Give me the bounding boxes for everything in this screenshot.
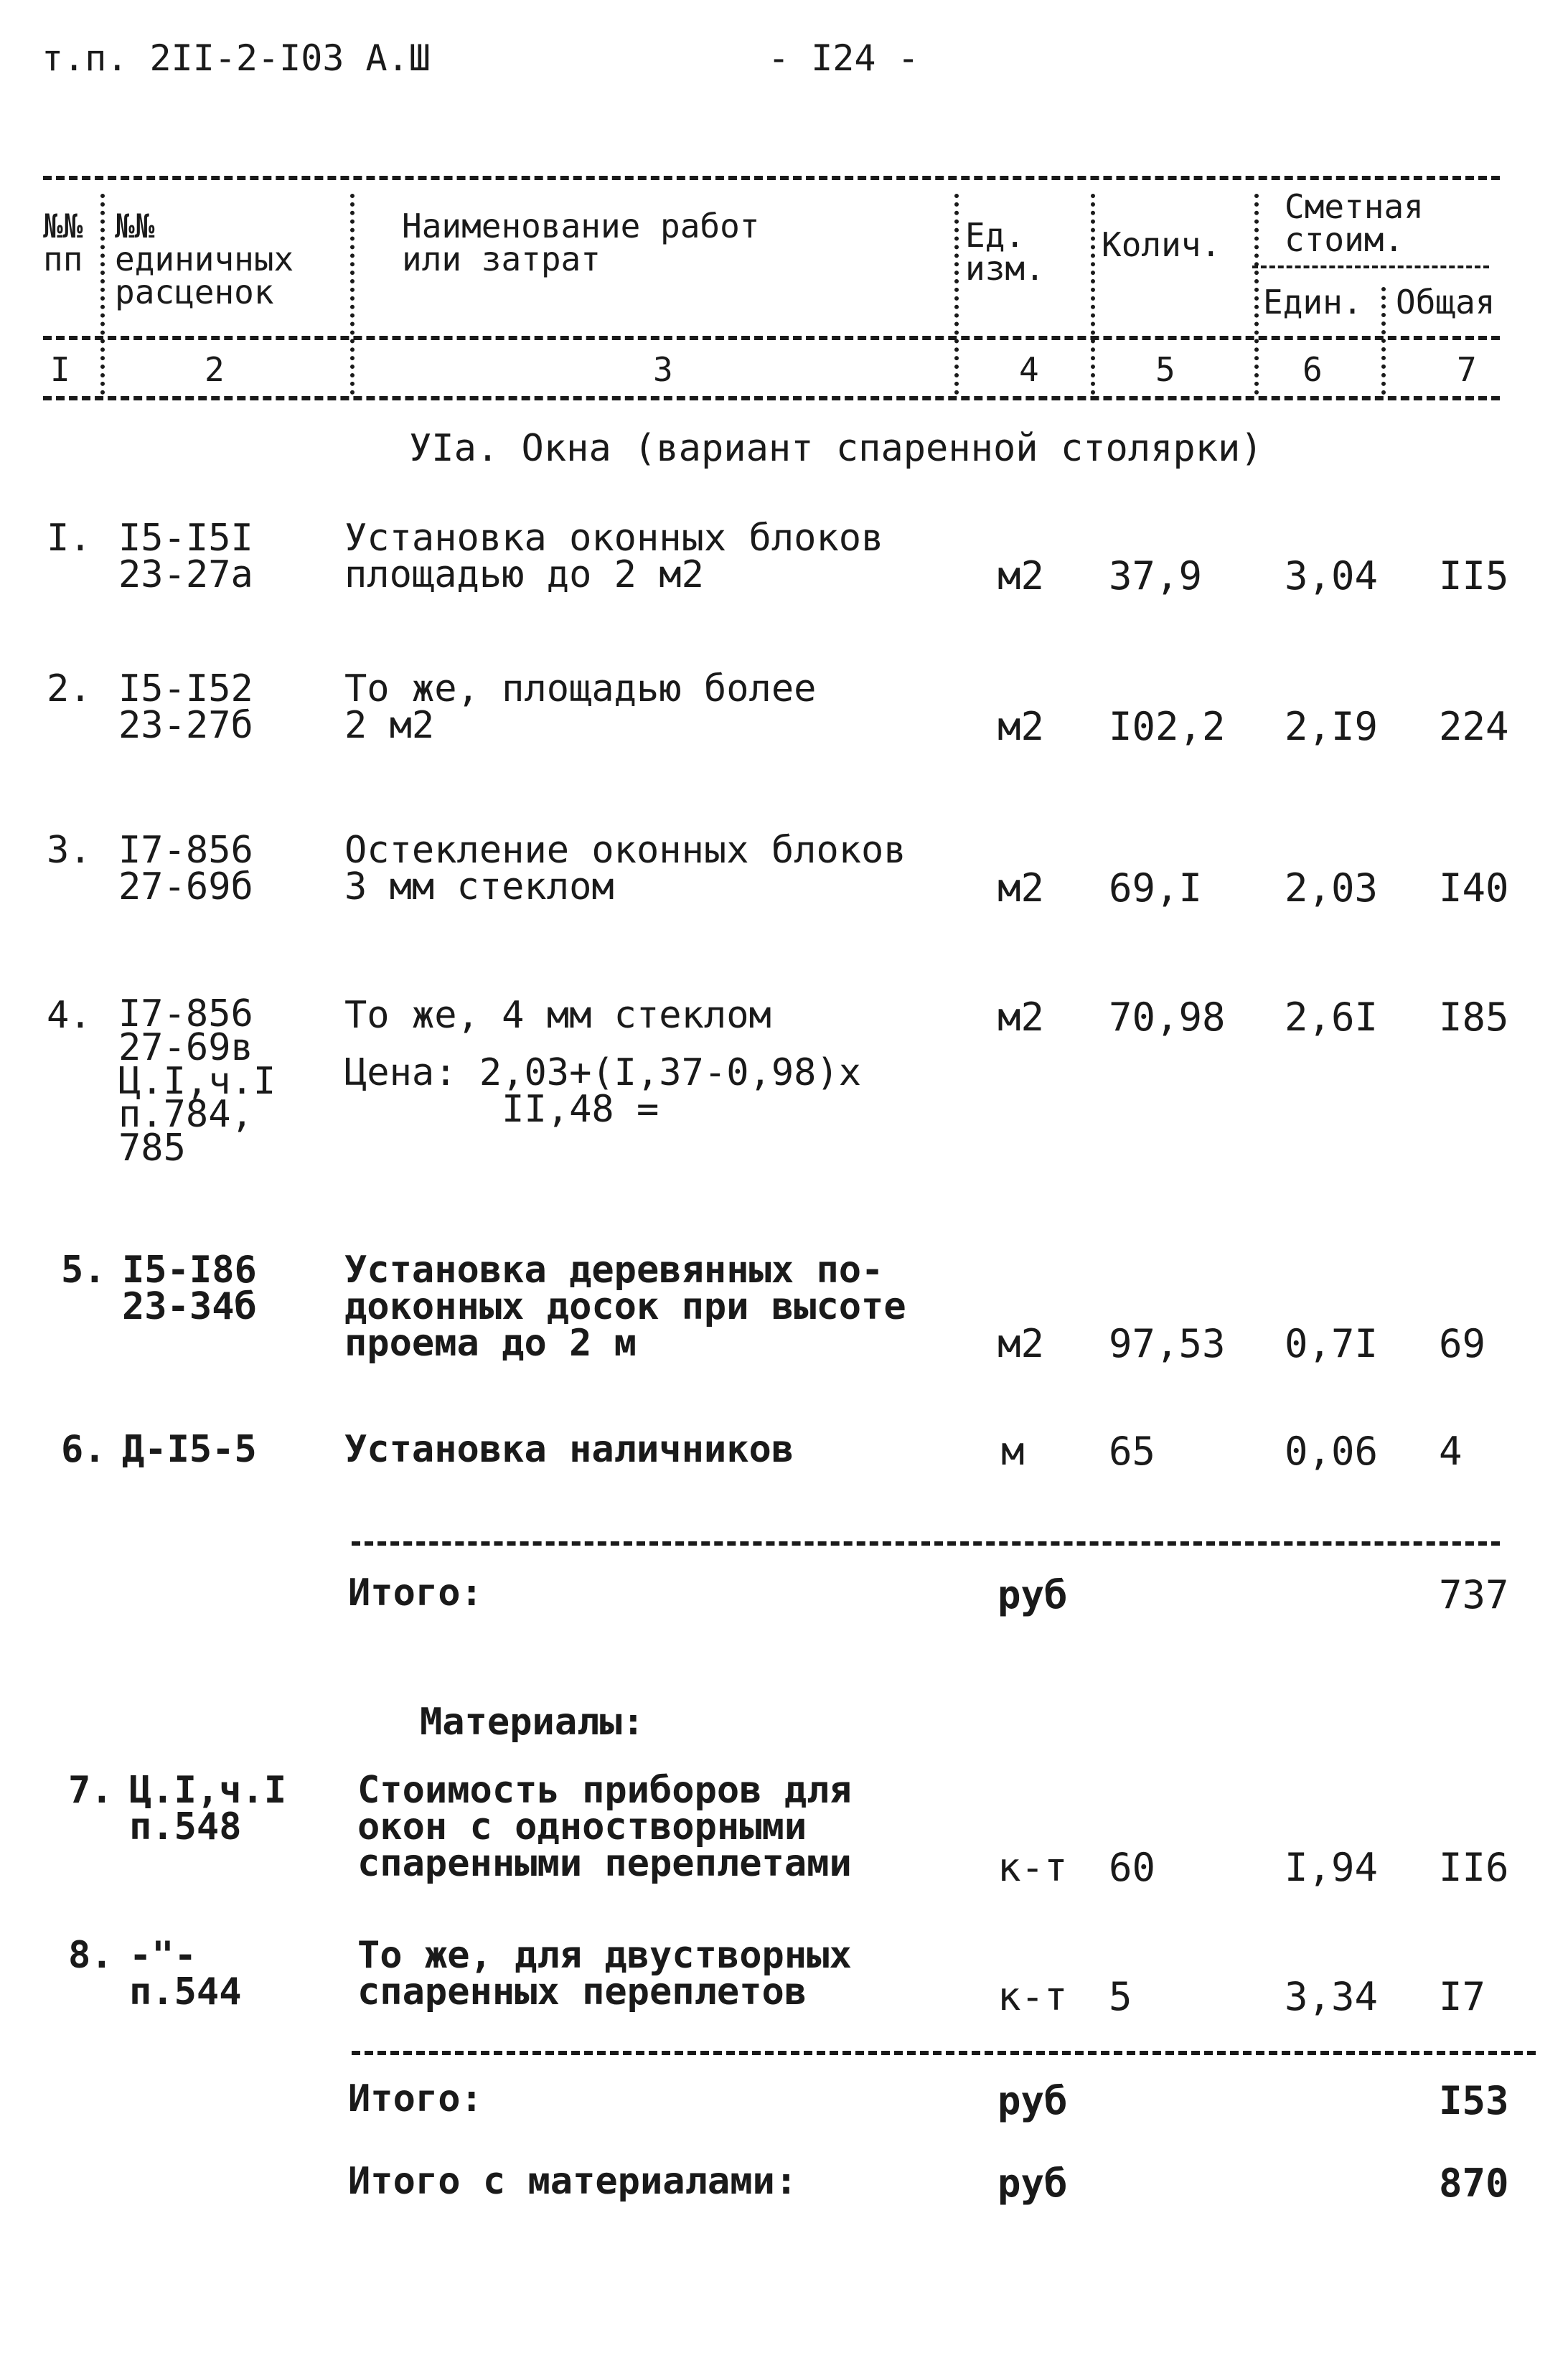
row-3-qty: 69,I — [1109, 865, 1203, 911]
subtotal-2-label: Итого: — [348, 2077, 483, 2120]
row-4-number: 4. — [47, 994, 92, 1037]
row-3-name: Остекление оконных блоков 3 мм стеклом — [344, 829, 906, 908]
row-5-unit: м2 — [997, 1321, 1045, 1366]
row-6-code: Д-I5-5 — [122, 1428, 257, 1471]
row-5-qty: 97,53 — [1109, 1321, 1226, 1366]
table-top-rule — [43, 176, 1500, 180]
row-3-code: I7-856 27-69б — [118, 829, 253, 908]
subtotal-rule-2 — [352, 2051, 1536, 2055]
row-4-code: I7-856 27-69в Ц.I,ч.I п.784, 785 — [118, 992, 276, 1170]
row-2-price: 2,I9 — [1285, 704, 1379, 749]
row-4-unit: м2 — [997, 995, 1045, 1040]
table-colnum-rule — [43, 396, 1500, 400]
table-header-rule — [43, 336, 1500, 340]
estimate-split-rule — [1252, 266, 1489, 268]
row-3-unit: м2 — [997, 865, 1045, 911]
subtotal-1-total: 737 — [1439, 1572, 1509, 1617]
colnum-4: 4 — [1019, 350, 1039, 389]
row-1-code: I5-I5I 23-27а — [118, 517, 253, 596]
row-6-qty: 65 — [1109, 1429, 1156, 1474]
header-col3: Наименование работ или затрат — [402, 207, 760, 278]
row-2-code: I5-I52 23-27б — [118, 667, 253, 747]
header-col1: №№ пп — [43, 207, 83, 278]
row-2-unit: м2 — [997, 704, 1045, 749]
row-8-unit: к-т — [997, 1974, 1068, 2019]
row-7-unit: к-т — [997, 1845, 1068, 1890]
row-1-name: Установка оконных блоков площадью до 2 м2 — [344, 517, 884, 596]
row-8-code: -"- п.544 — [129, 1934, 242, 2013]
row-8-name: То же, для двустворных спаренных переплетов — [357, 1934, 852, 2013]
row-5-price: 0,7I — [1285, 1321, 1379, 1366]
subtotal-1-unit: руб — [997, 1572, 1068, 1617]
colnum-5: 5 — [1155, 350, 1175, 389]
row-7-price: I,94 — [1285, 1845, 1379, 1890]
colnum-3: 3 — [653, 350, 673, 389]
row-5-number: 5. — [61, 1249, 106, 1292]
row-8-price: 3,34 — [1285, 1974, 1379, 2019]
col-separator-2 — [350, 194, 355, 395]
row-2-total: 224 — [1439, 704, 1509, 749]
row-1-unit: м2 — [997, 553, 1045, 598]
row-5-code: I5-I86 23-34б — [122, 1249, 257, 1328]
row-7-total: II6 — [1439, 1845, 1509, 1890]
page-number: - I24 - — [768, 37, 919, 79]
subtotal-1-label: Итого: — [348, 1571, 483, 1615]
row-7-name: Стоимость приборов для окон с одностворными спаренными переплетами — [357, 1769, 852, 1885]
row-4-price: 2,6I — [1285, 995, 1379, 1040]
subtotal-rule-1 — [352, 1541, 1500, 1546]
row-8-number: 8. — [68, 1934, 113, 1977]
row-7-code: Ц.I,ч.I п.548 — [129, 1769, 287, 1848]
colnum-7: 7 — [1457, 350, 1477, 389]
row-3-number: 3. — [47, 829, 92, 872]
row-7-number: 7. — [68, 1769, 113, 1812]
col-separator-5 — [1254, 194, 1259, 395]
row-6-number: 6. — [61, 1428, 106, 1471]
row-3-price: 2,03 — [1285, 865, 1379, 911]
colnum-6: 6 — [1302, 350, 1323, 389]
subtotal-2-total: I53 — [1439, 2078, 1509, 2123]
row-3-total: I40 — [1439, 865, 1509, 911]
section-title: УIа. Окна (вариант спаренной столярки) — [409, 427, 1263, 470]
row-5-total: 69 — [1439, 1321, 1486, 1366]
grand-total-total: 870 — [1439, 2161, 1509, 2206]
row-1-qty: 37,9 — [1109, 553, 1203, 598]
col-separator-3 — [954, 194, 959, 395]
colnum-1: I — [50, 350, 70, 389]
row-6-price: 0,06 — [1285, 1429, 1379, 1474]
col-separator-6 — [1381, 287, 1386, 395]
header-col5: Колич. — [1102, 225, 1221, 264]
materials-title: Материалы: — [420, 1701, 645, 1744]
row-2-qty: I02,2 — [1109, 704, 1226, 749]
row-7-qty: 60 — [1109, 1845, 1156, 1890]
col-separator-4 — [1091, 194, 1095, 395]
row-4-qty: 70,98 — [1109, 995, 1226, 1040]
grand-total-label: Итого с материалами: — [348, 2160, 798, 2203]
subtotal-2-unit: руб — [997, 2078, 1068, 2123]
header-col6: Един. — [1263, 283, 1363, 321]
row-6-name: Установка наличников — [344, 1428, 794, 1471]
header-col7: Общая — [1396, 283, 1496, 321]
header-col67: Сметная стоим. — [1285, 187, 1424, 259]
document-reference: т.п. 2II-2-I03 А.Ш — [42, 37, 431, 79]
row-1-price: 3,04 — [1285, 553, 1379, 598]
row-6-unit: м — [1001, 1429, 1025, 1474]
row-4-price-formula: Цена: 2,03+(I,37-0,98)х II,48 = — [344, 1051, 862, 1131]
row-1-number: I. — [47, 517, 92, 560]
row-6-total: 4 — [1439, 1429, 1463, 1474]
row-1-total: II5 — [1439, 553, 1509, 598]
row-2-number: 2. — [47, 667, 92, 710]
row-2-name: То же, площадью более 2 м2 — [344, 667, 817, 747]
row-8-qty: 5 — [1109, 1974, 1132, 2019]
header-col4: Ед. изм. — [965, 216, 1045, 288]
row-5-name: Установка деревянных по- доконных досок при высоте проема до 2 м — [344, 1249, 906, 1365]
col-separator-1 — [100, 194, 105, 395]
colnum-2: 2 — [205, 350, 225, 389]
grand-total-unit: руб — [997, 2161, 1068, 2206]
row-8-total: I7 — [1439, 1974, 1486, 2019]
row-4-name: То же, 4 мм стеклом — [344, 994, 771, 1037]
row-4-total: I85 — [1439, 995, 1509, 1040]
header-col2: №№ единичных расценок — [115, 207, 294, 311]
